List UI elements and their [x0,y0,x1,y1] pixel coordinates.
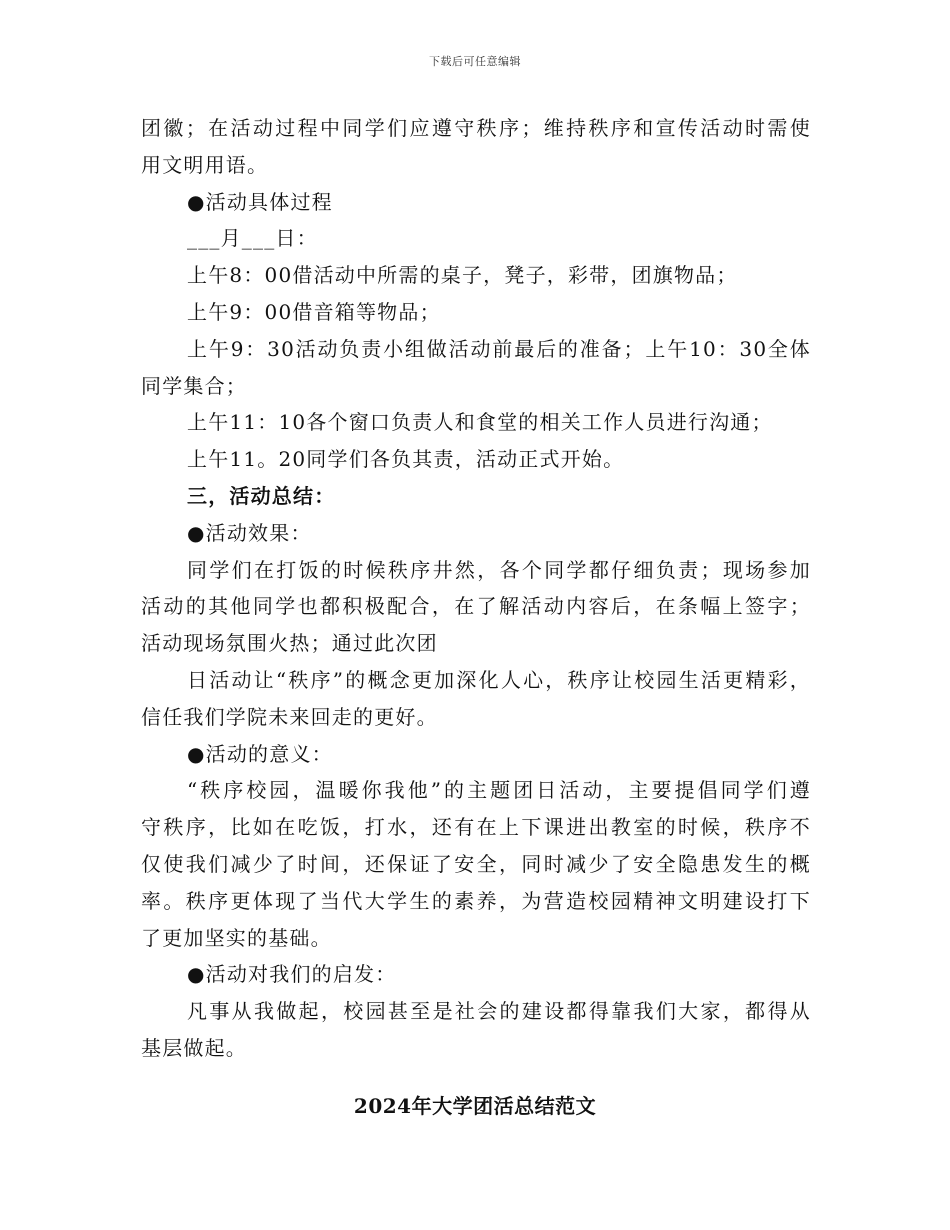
page-header: 下载后可任意编辑 [429,55,521,68]
date-line: ___月___日： [187,226,318,251]
schedule-item: 上午8：00借活动中所需的桌子，凳子，彩带，团旗物品； [187,263,738,288]
paragraph-line: 了更加坚实的基础。 [141,925,332,950]
section-heading: 三，活动总结： [187,483,336,508]
schedule-item: 上午11。20同学们各负其责，活动正式开始。 [187,447,625,472]
paragraph-line: 基层做起。 [141,1035,247,1060]
paragraph-line: 仅使我们减少了时间，还保证了安全，同时减少了安全隐患发生的概 [141,851,811,876]
document-body [141,110,811,1067]
paragraph-line: 团徽；在活动过程中同学们应遵守秩序；维持秩序和宣传活动时需使 [141,116,811,140]
section-bullet: ●活动效果： [187,520,312,545]
section-bullet: ●活动的意义： [187,741,333,766]
schedule-item: 上午9：00借音箱等物品； [187,299,441,324]
paragraph-line: 活动的其他同学也都积极配合，在了解活动内容后，在条幅上签字； [141,594,811,619]
schedule-item: 上午11：10各个窗口负责人和食堂的相关工作人员进行沟通； [187,410,773,435]
paragraph-line: 日活动让“秩序”的概念更加深化人心，秩序让校园生活更精彩， [187,667,811,692]
section-bullet: ●活动具体过程 [187,189,333,214]
section-bullet: ●活动对我们的启发： [187,962,397,987]
paragraph-line: “秩序校园，温暖你我他”的主题团日活动，主要提倡同学们遵 [187,778,811,803]
schedule-item: 上午9：30活动负责小组做活动前最后的准备；上午10：30全体 [187,336,811,361]
paragraph-line: 凡事从我做起，校园甚至是社会的建设都得靠我们大家，都得从 [187,999,811,1024]
document-title: 2024年大学团活总结范文 [353,1094,597,1118]
paragraph-line: 守秩序，比如在吃饭，打水，还有在上下课进出教室的时候，秩序不 [141,815,811,840]
paragraph-line: 活动现场氛围火热；通过此次团 [141,631,438,656]
paragraph-line: 同学们在打饭的时候秩序井然，各个同学都仔细负责；现场参加 [187,557,811,582]
paragraph-line: 用文明用语。 [141,152,269,177]
paragraph-line: 信任我们学院未来回走的更好。 [141,704,438,729]
schedule-item-continued: 同学集合； [141,373,247,398]
paragraph-line: 率。秩序更体现了当代大学生的素养，为营造校园精神文明建设打下 [141,888,811,913]
